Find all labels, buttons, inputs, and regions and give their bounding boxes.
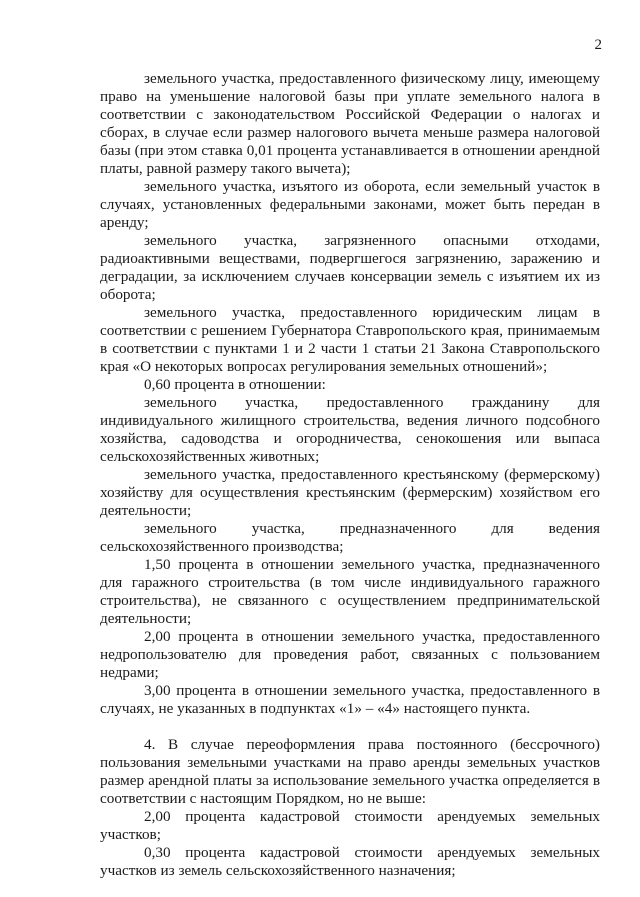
paragraph: 0,30 процента кадастровой стоимости арендуемых земельных участков из земель сельскохозяйственного назначения; bbox=[100, 844, 600, 879]
paragraph: земельного участка, предоставленного физическому лицу, имеющему право на уменьшение налоговой базы при уплате земельного налога в соответствии с законодательством Российской Федерации о налогах и сборах, в случае если размер налогового вычета меньше размера налоговой базы (при этом ставка 0,01 процента устанавливается в отношении арендной платы, равной размеру такого вычета); bbox=[100, 70, 600, 177]
paragraph: земельного участка, предназначенного для ведения сельскохозяйственного производства; bbox=[100, 520, 600, 555]
paragraph: земельного участка, предоставленного крестьянскому (фермерскому) хозяйству для осуществления крестьянским (фермерским) хозяйством его деятельности; bbox=[100, 466, 600, 519]
paragraph: 3,00 процента в отношении земельного участка, предоставленного в случаях, не указанных в подпунктах «1» – «4» настоящего пункта. bbox=[100, 682, 600, 717]
paragraph: земельного участка, загрязненного опасными отходами, радиоактивными веществами, подвергшегося загрязнению, заражению и деградации, за исключением случаев консервации земель с изъятием их из оборота; bbox=[100, 232, 600, 303]
paragraph: 0,60 процента в отношении: bbox=[144, 376, 326, 393]
section-4-paragraph: 4. В случае переоформления права постоянного (бессрочного) пользования земельными участками на право аренды земельных участков размер арендной платы за использование земельного участка определяется в соответствии с настоящим Порядком, но не выше: bbox=[100, 736, 600, 807]
paragraph: земельного участка, предоставленного юридическим лицам в соответствии с решением Губернатора Ставропольского края, принимаемым в соответствии с пунктами 1 и 2 части 1 статьи 21 Закона Ставропольского края «О некоторых вопросах регулирования земельных отношений»; bbox=[100, 304, 600, 375]
paragraph: земельного участка, предоставленного гражданину для индивидуального жилищного строительства, ведения личного подсобного хозяйства, садоводства и огородничества, сенокошения или выпаса сельскохозяйственных животных; bbox=[100, 394, 600, 465]
document-body bbox=[100, 70, 600, 880]
paragraph: 2,00 процента кадастровой стоимости арендуемых земельных участков; bbox=[100, 808, 600, 843]
paragraph: 1,50 процента в отношении земельного участка, предназначенного для гаражного строительства (в том числе индивидуального гаражного строительства), не связанного с осуществлением предпринимательской деятельности; bbox=[100, 556, 600, 627]
page-number: 2 bbox=[594, 37, 602, 53]
paragraph: 2,00 процента в отношении земельного участка, предоставленного недропользователю для проведения работ, связанных с пользованием недрами; bbox=[100, 628, 600, 681]
paragraph: земельного участка, изъятого из оборота, если земельный участок в случаях, установленных федеральными законами, может быть передан в аренду; bbox=[100, 178, 600, 231]
